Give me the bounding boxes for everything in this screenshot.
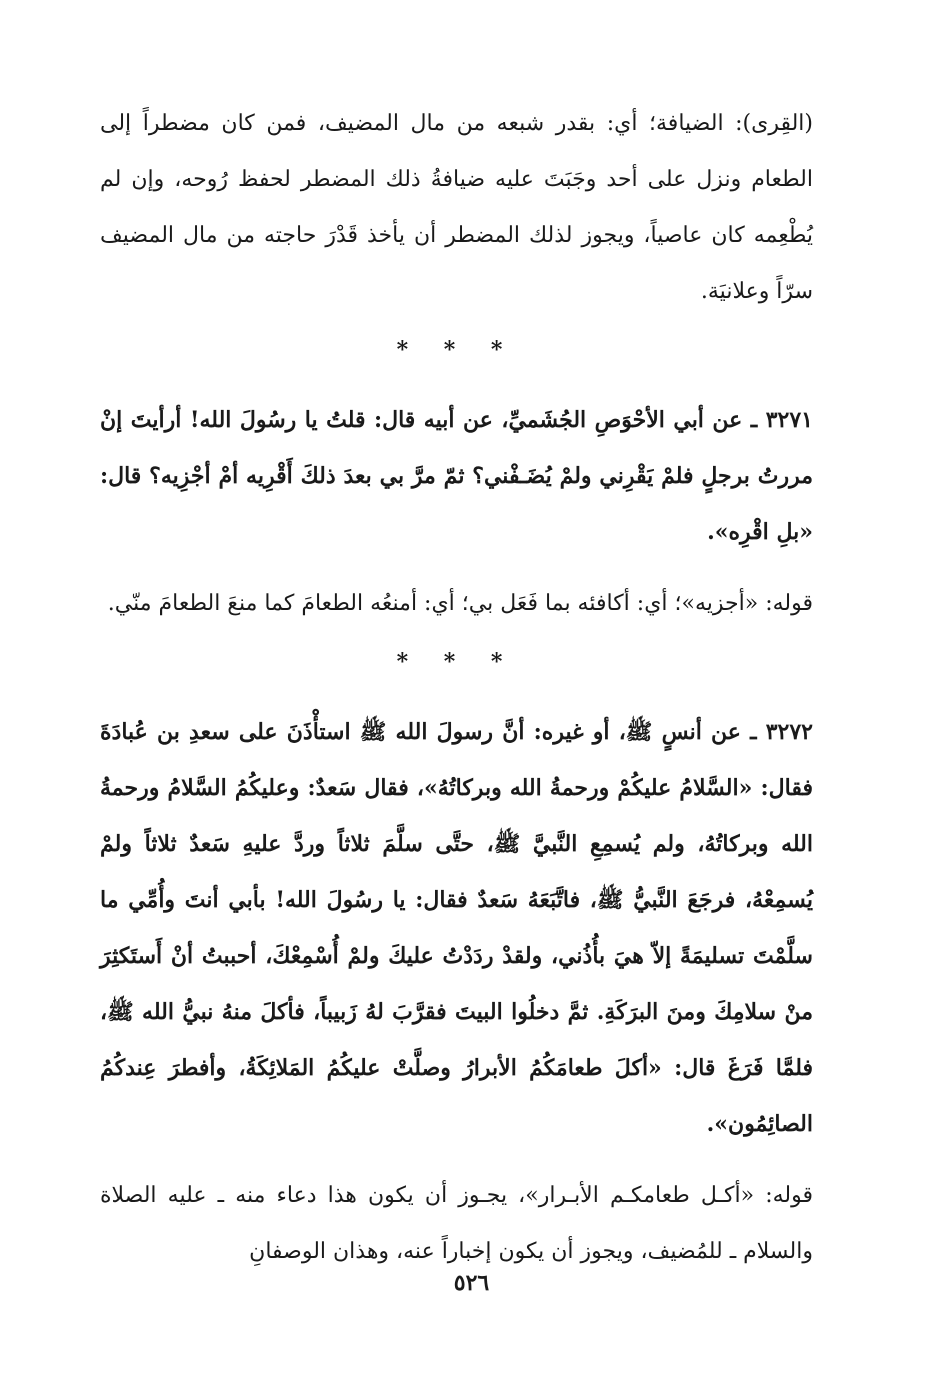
commentary-3272: قوله: «أكـل طعامكـم الأبـرار»، يجـوز أن يكون هذا دعاء منه ـ عليه الصلاة والسلام ـ للمُضيف، ويجوز أن يكون إخباراً عنه، وهذان الوصفانِ <box>100 1183 813 1264</box>
section-separator: * * * <box>396 649 517 675</box>
page-body <box>100 96 813 1380</box>
hadith-3272: ٣٢٧٢ ـ عن أنسٍ ﷺ، أو غيره: أنَّ رسولَ الله ﷺ استأْذَنَ على سعدِ بن عُبادَةَ فقال: «السَّلامُ عليكُمْ ورحمةُ الله وبركاتُهُ»، فقال سَعدٌ: وعليكُمُ السَّلامُ ورحمةُ الله وبركاتُهُ، ولم يُسمِعِ النَّبيَّ ﷺ، حتَّى سلَّمَ ثلاثاً وردَّ عليهِ سَعدٌ ثلاثاً ولمْ يُسمِعْهُ، فرجَعَ النَّبيُّ ﷺ، فاتَّبَعَهُ سَعدٌ فقال: يا رسُولَ الله! بأبي أنتَ وأُمِّي ما سلَّمْتَ تسليمَةً إلاّ هيَ بأُذُني، ولقدْ ردَدْتُ عليكَ ولمْ أُسْمِعْكَ، أحببتُ أنْ أَستَكثِرَ منْ سلامِكَ ومنَ البرَكَةِ. ثمَّ دخلُوا البيتَ فقرَّبَ لهُ زَبيباً، فأكلَ منهُ نبيُّ الله ﷺ، فلمَّا فَرَغَ قال: «أكلَ طعامَكُمُ الأبرارُ وصلَّتْ عليكُمُ المَلائِكَةُ، وأفطرَ عِندكُمُ الصائِمُون». <box>100 719 814 1137</box>
section-separator: * * * <box>396 337 517 363</box>
commentary-3271: قوله: «أجزيه»؛ أي: أكافئه بما فَعَل بي؛ أي: أمنعُه الطعامَ كما منعَ الطعامَ منّي. <box>107 591 813 616</box>
hadith-3271: ٣٢٧١ ـ عن أبي الأحْوَصِ الجُشَميِّ، عن أبيه قال: قلتُ يا رسُولَ الله! أرأيتَ إنْ مررتُ برجلٍ فلمْ يَقْرِني ولمْ يُضَـفْني؟ ثمّ مرَّ بي بعدَ ذلكَ أَقْرِيه أمْ أجْزِيه؟ قال: «بلِ اقْرِه». <box>100 407 813 545</box>
page-number: ٥٢٦ <box>453 1270 490 1296</box>
definition-paragraph: (القِرى): الضيافة؛ أي: بقدر شبعه من مال المضيف، فمن كان مضطراً إلى الطعام ونزل على أحد وجَبَتَ عليه ضيافةُ ذلك المضطر لحفظ رُوحه، وإن لم يُطْعِمه كان عاصياً، ويجوز لذلك المضطر أن يأخذ قَدْرَ حاجته من مال المضيف سرّاً وعلانيَة. <box>100 111 813 304</box>
